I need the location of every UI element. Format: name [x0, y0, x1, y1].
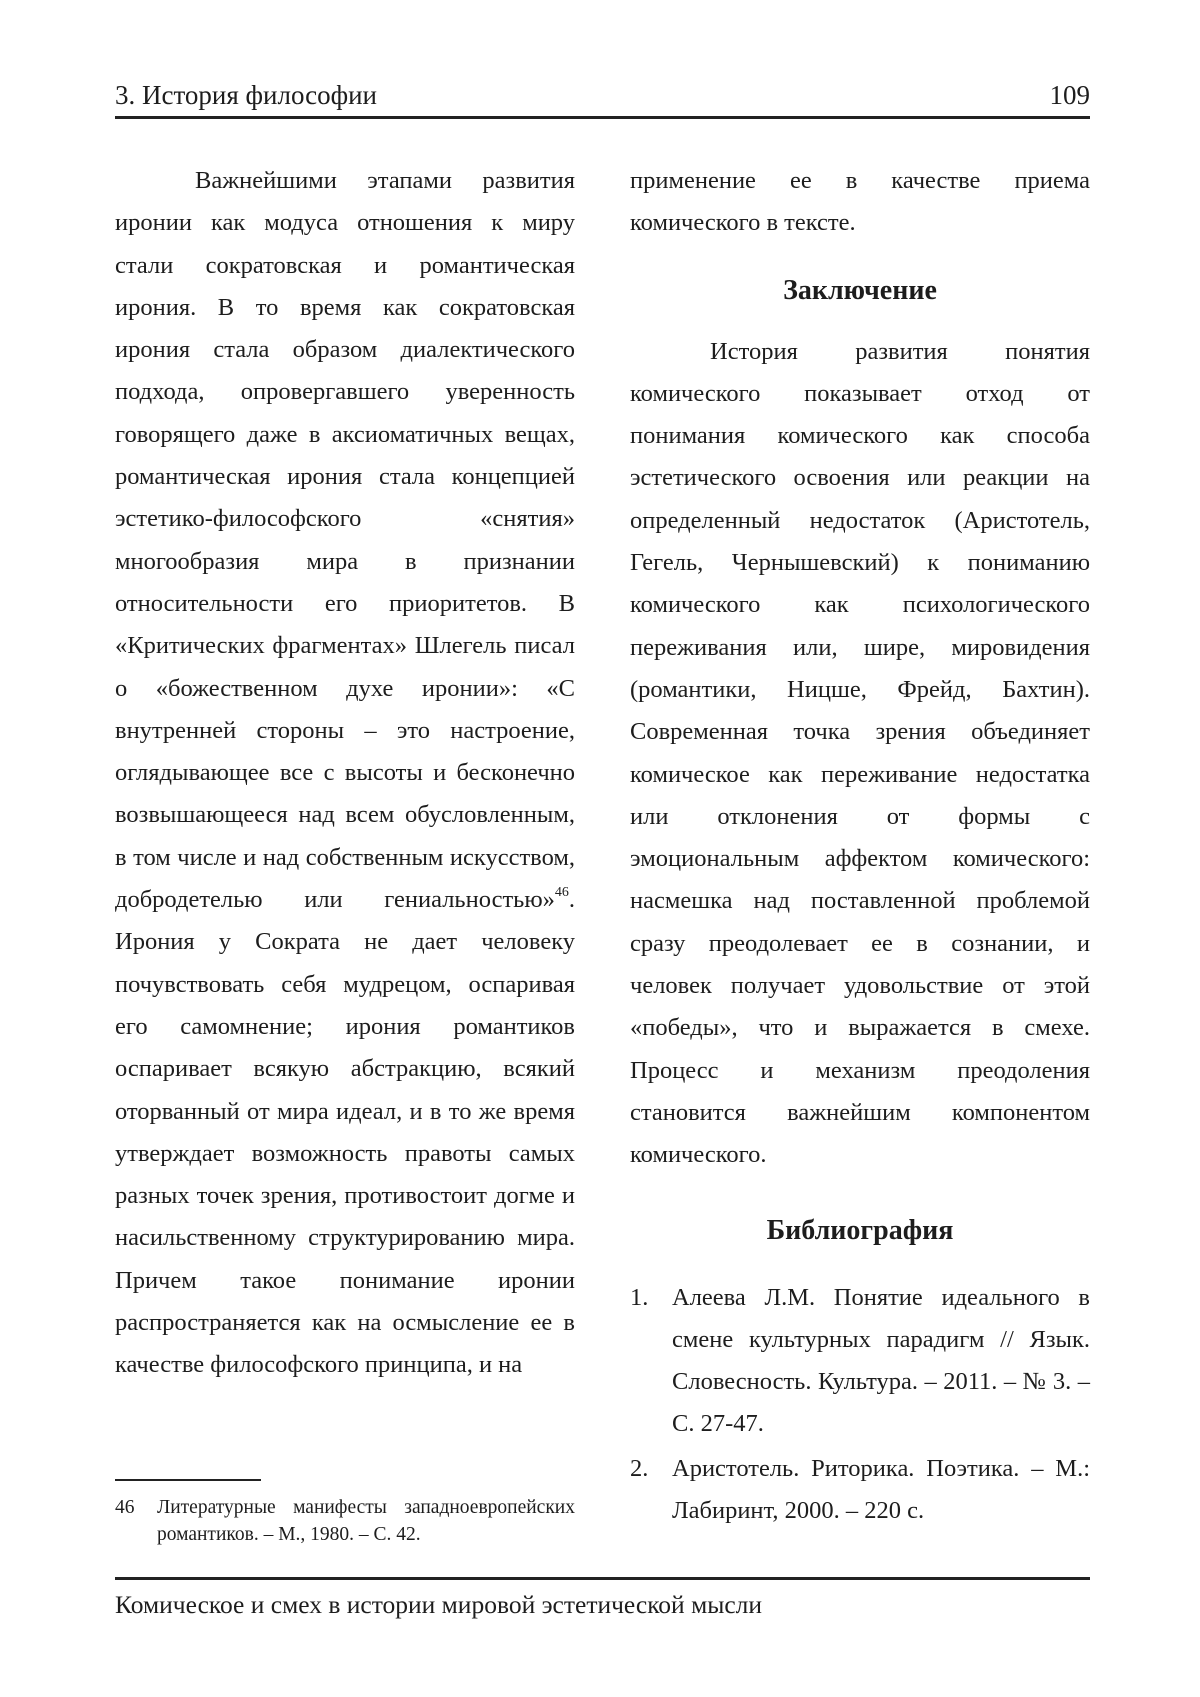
bibliography-entry — [630, 1277, 1090, 1446]
footnote-reference[interactable]: 46 — [554, 885, 569, 901]
paragraph-text-continued: . Ирония у Сократа не дает человеку почувствовать себя мудрецом, оспаривая его самомнение; ирония романтиков оспаривает всякую абстракцию, всякий оторванный от мира идеал, и в то же время утверждает возможность правоты самых разных точек зрения, противостоит догме и насильственному структурированию мира. Причем такое понимание иронии распространяется как на осмысление ее в качестве философского принципа, и на — [115, 886, 575, 1379]
continuation-paragraph: применение ее в качестве приема комического в тексте. — [630, 167, 1090, 237]
paragraph-text: Важнейшими этапами развития иронии как модуса отношения к миру стали сократовская и романтическая ирония. В то время как сократовская ирония стала образом диалектического подхода, опровергавшего уверенность говорящего даже в аксиоматичных вещах, романтическая ирония стала концепцией эстетико-философского «снятия» многообразия мира в признании относительности его приоритетов. В «Критических фрагментах» Шлегель писал о «божественном духе иронии»: «С внутренней стороны – это настроение, оглядывающее все с высоты и бесконечно возвышающееся над всем обусловленным, в том числе и над собственным искусством, добродетелью или гениальностью» — [115, 167, 575, 914]
footnote-text: Литературные манифесты западноевропейских романтиков. – М., 1980. – С. 42. — [157, 1497, 575, 1545]
running-footer — [115, 1577, 1090, 1620]
bibliography-entry — [630, 1448, 1090, 1533]
page-number: 109 — [1049, 80, 1090, 110]
running-header — [115, 76, 1090, 119]
left-column — [115, 160, 575, 1387]
footnote — [115, 1494, 575, 1548]
conclusion-heading: Заключение — [783, 274, 937, 306]
footnote-number: 46 — [115, 1497, 135, 1518]
footer-title: Комическое и смех в истории мировой эстетической мысли — [115, 1590, 763, 1619]
bibliography-heading: Библиография — [766, 1214, 954, 1246]
entry-number: 1. — [630, 1283, 649, 1311]
conclusion-paragraph: История развития понятия комического показывает отход от понимания комического как способа эстетического освоения или реакции на определенный недостаток (Аристотель, Гегель, Чернышевский) к пониманию комического как психологического переживания или, шире, мировидения (романтики, Ницше, Фрейд, Бахтин). Современная точка зрения объединяет комическое как переживание недостатка или отклонения от формы с эмоциональным аффектом комического: насмешка над поставленной проблемой сразу преодолевает ее в сознании, и человек получает удовольствие от этой «победы», что и выражается в смехе. Процесс и механизм преодоления становится важнейшим компонентом комического. — [630, 337, 1090, 1169]
entry-number: 2. — [630, 1454, 649, 1482]
bibliography-list — [630, 1277, 1090, 1533]
entry-text: Аристотель. Риторика. Поэтика. – М.: Лабиринт, 2000. – 220 с. — [672, 1454, 1090, 1525]
section-title: 3. История философии — [115, 80, 378, 110]
entry-text: Алеева Л.М. Понятие идеального в смене культурных парадигм // Язык. Словесность. Культура. – 2011. – № 3. – С. 27-47. — [672, 1283, 1090, 1438]
footnote-separator — [115, 1479, 261, 1481]
main-paragraph — [115, 160, 575, 1387]
right-column — [630, 160, 1090, 1534]
